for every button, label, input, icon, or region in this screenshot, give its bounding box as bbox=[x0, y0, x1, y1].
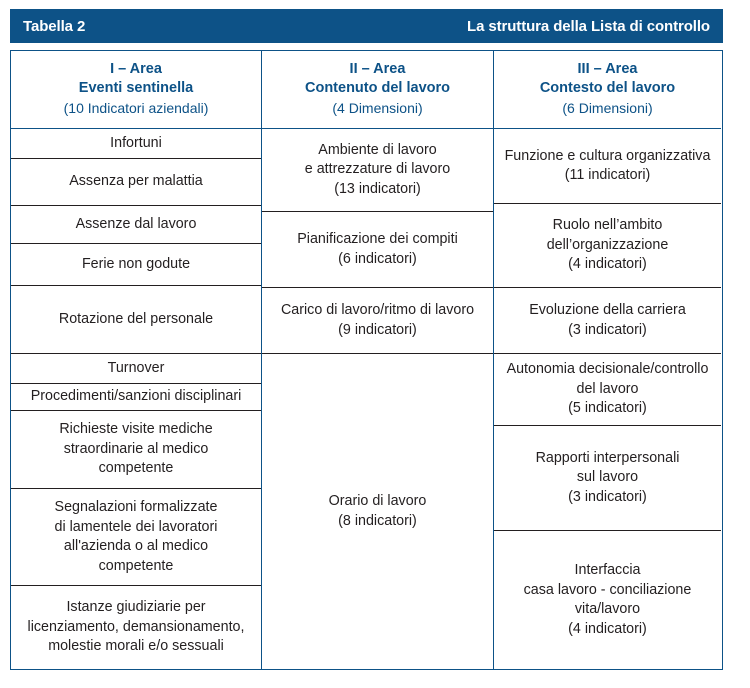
table-cell bbox=[11, 489, 261, 586]
table-cell bbox=[262, 212, 493, 288]
table-cell bbox=[11, 244, 261, 286]
cell-line: all'azienda o al medico bbox=[63, 538, 209, 554]
cell-line: Richieste visite mediche bbox=[59, 421, 213, 438]
cell-line: molestie morali e/o sessuali bbox=[48, 638, 224, 655]
column-3-roman: III – Area bbox=[577, 60, 638, 77]
cell-line: (8 indicatori) bbox=[338, 512, 417, 529]
column-header-area-1 bbox=[11, 51, 261, 129]
table-cell bbox=[262, 288, 493, 354]
cell-line: dell’organizzazione bbox=[546, 236, 669, 253]
table-cell bbox=[11, 354, 261, 384]
column-header-area-3 bbox=[494, 51, 721, 129]
cell-line: Ruolo nell’ambito bbox=[552, 217, 663, 234]
cell-line: licenziamento, demansionamento, bbox=[27, 618, 245, 635]
column-area-3 bbox=[494, 51, 721, 669]
cell-line: (9 indicatori) bbox=[338, 321, 417, 338]
cell-line: competente bbox=[98, 557, 174, 574]
table-cell bbox=[11, 384, 261, 411]
column-2-count: (4 Dimensioni) bbox=[332, 99, 423, 116]
cell-line: Funzione e cultura organizzativa bbox=[504, 147, 711, 164]
cell-line: Autonomia decisionale/controllo bbox=[506, 361, 709, 378]
cell-line: vita/lavoro bbox=[574, 601, 641, 617]
column-area-2 bbox=[262, 51, 494, 669]
table-cell bbox=[494, 204, 721, 288]
table-cell bbox=[11, 286, 261, 354]
table-cell bbox=[262, 129, 493, 212]
cell-line: (3 indicatori) bbox=[568, 488, 647, 505]
cell-line: Interfaccia bbox=[574, 562, 641, 578]
table-cell bbox=[11, 206, 261, 244]
cell-line: competente bbox=[98, 460, 174, 477]
cell-line: (11 indicatori) bbox=[564, 167, 651, 183]
cell-line: Rapporti interpersonali bbox=[535, 449, 680, 466]
cell-line: Ferie non godute bbox=[81, 255, 191, 272]
table-cell bbox=[11, 411, 261, 489]
table-cell bbox=[262, 354, 493, 669]
cell-line: Evoluzione della carriera bbox=[529, 302, 686, 318]
column-3-name: Contesto del lavoro bbox=[539, 79, 676, 96]
table-title-bar bbox=[10, 9, 723, 43]
cell-line: Orario di lavoro bbox=[328, 493, 427, 509]
column-3-count: (6 Dimensioni) bbox=[562, 99, 653, 116]
cell-line: di lamentele dei lavoratori bbox=[54, 518, 218, 535]
cell-line: (5 indicatori) bbox=[568, 400, 647, 417]
cell-line: casa lavoro - conciliazione bbox=[523, 581, 692, 598]
table-columns bbox=[11, 51, 722, 669]
column-2-name: Contenuto del lavoro bbox=[305, 79, 450, 96]
cell-line: e attrezzature di lavoro bbox=[304, 161, 451, 178]
cell-line: Assenze dal lavoro bbox=[75, 215, 197, 232]
cell-line: Rotazione del personale bbox=[58, 310, 214, 327]
column-1-count: (10 Indicatori aziendali) bbox=[63, 99, 209, 116]
column-2-roman: II – Area bbox=[349, 60, 406, 77]
cell-line: Istanze giudiziarie per bbox=[66, 599, 206, 616]
cell-line: del lavoro bbox=[576, 380, 639, 397]
column-1-name: Eventi sentinella bbox=[78, 79, 194, 96]
table-cell bbox=[494, 129, 721, 204]
structure-table bbox=[10, 50, 723, 670]
table-cell bbox=[494, 288, 721, 354]
cell-line: Carico di lavoro/ritmo di lavoro bbox=[280, 302, 475, 318]
column-1-roman: I – Area bbox=[110, 60, 162, 77]
cell-line: Segnalazioni formalizzate bbox=[54, 499, 218, 515]
cell-line: Pianificazione dei compiti bbox=[297, 231, 458, 247]
column-header-area-2 bbox=[262, 51, 493, 129]
cell-line: sul lavoro bbox=[576, 469, 639, 486]
table-number-label: Tabella 2 bbox=[23, 17, 86, 35]
column-area-1 bbox=[11, 51, 262, 669]
table-cell bbox=[494, 531, 721, 669]
cell-line: Turnover bbox=[107, 359, 165, 376]
cell-line: (4 indicatori) bbox=[568, 256, 647, 273]
table-title-label: La struttura della Lista di controllo bbox=[467, 17, 710, 35]
cell-line: (4 indicatori) bbox=[568, 620, 647, 637]
cell-line: Assenza per malattia bbox=[69, 173, 203, 190]
table-cell bbox=[11, 586, 261, 669]
table-cell bbox=[11, 129, 261, 159]
cell-line: straordinarie al medico bbox=[63, 440, 209, 457]
cell-line: Ambiente di lavoro bbox=[318, 141, 437, 158]
table-cell bbox=[494, 354, 721, 426]
cell-line: (3 indicatori) bbox=[568, 321, 647, 338]
cell-line: Infortuni bbox=[110, 134, 162, 151]
cell-line: (6 indicatori) bbox=[338, 250, 417, 267]
table-cell bbox=[11, 159, 261, 206]
cell-line: Procedimenti/sanzioni disciplinari bbox=[30, 388, 242, 405]
cell-line: (13 indicatori) bbox=[334, 180, 421, 197]
table-cell bbox=[494, 426, 721, 531]
